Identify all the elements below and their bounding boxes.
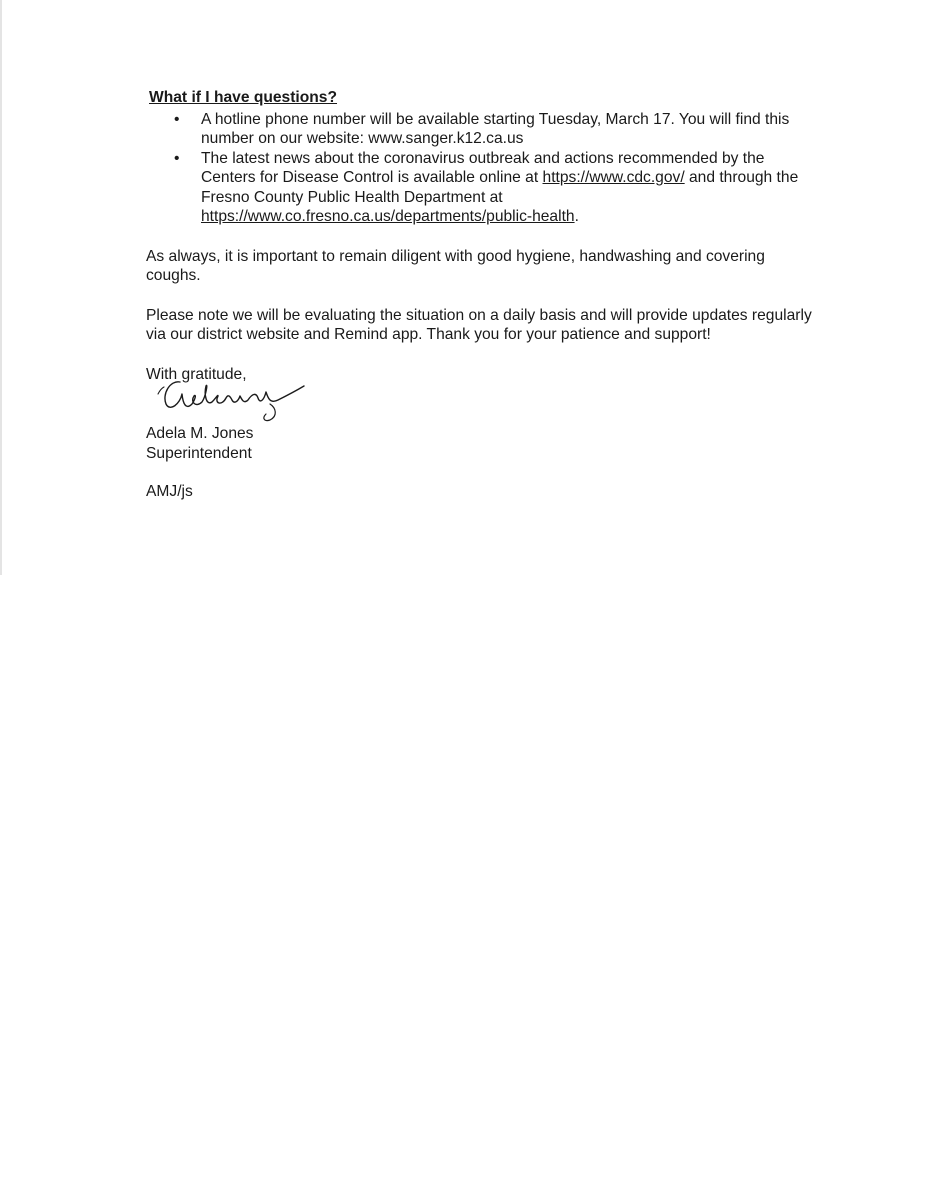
signer-name: Adela M. Jones [146, 425, 254, 442]
hygiene-paragraph: As always, it is important to remain diligent with good hygiene, handwashing and covering coughs. [146, 247, 765, 284]
bullet-icon: • [174, 149, 180, 167]
letter-body [146, 88, 816, 502]
closing-block [146, 365, 816, 464]
signature-area [146, 384, 816, 424]
reference-initials: AMJ/js [146, 483, 193, 500]
hotline-text: A hotline phone number will be available starting Tuesday, March 17. You will find this number on our website: www.sanger.k12.ca.us [201, 110, 790, 147]
handwritten-signature-icon [152, 374, 312, 424]
signer-title: Superintendent [146, 444, 252, 462]
updates-paragraph: Please note we will be evaluating the situation on a daily basis and will provide updates regularly via our district website and Remind app. Thank you for your patience and support! [146, 306, 812, 343]
salutation: With gratitude, [146, 365, 247, 383]
fresno-health-link[interactable]: https://www.co.fresno.ca.us/departments/public-health [201, 208, 575, 225]
scan-edge [0, 0, 2, 575]
cdc-link[interactable]: https://www.cdc.gov/ [542, 169, 685, 186]
news-text-after: . [574, 208, 579, 225]
news-text-middle: and through the Fresno County Public Health Department at [201, 169, 799, 206]
list-item-hotline [146, 110, 816, 149]
questions-list [146, 110, 816, 227]
questions-heading: What if I have questions? [149, 89, 338, 106]
list-item-news [146, 149, 816, 227]
news-text-before: The latest news about the coronavirus outbreak and actions recommended by the Centers for Disease Control is available online at [201, 149, 765, 186]
bullet-icon: • [174, 110, 180, 128]
